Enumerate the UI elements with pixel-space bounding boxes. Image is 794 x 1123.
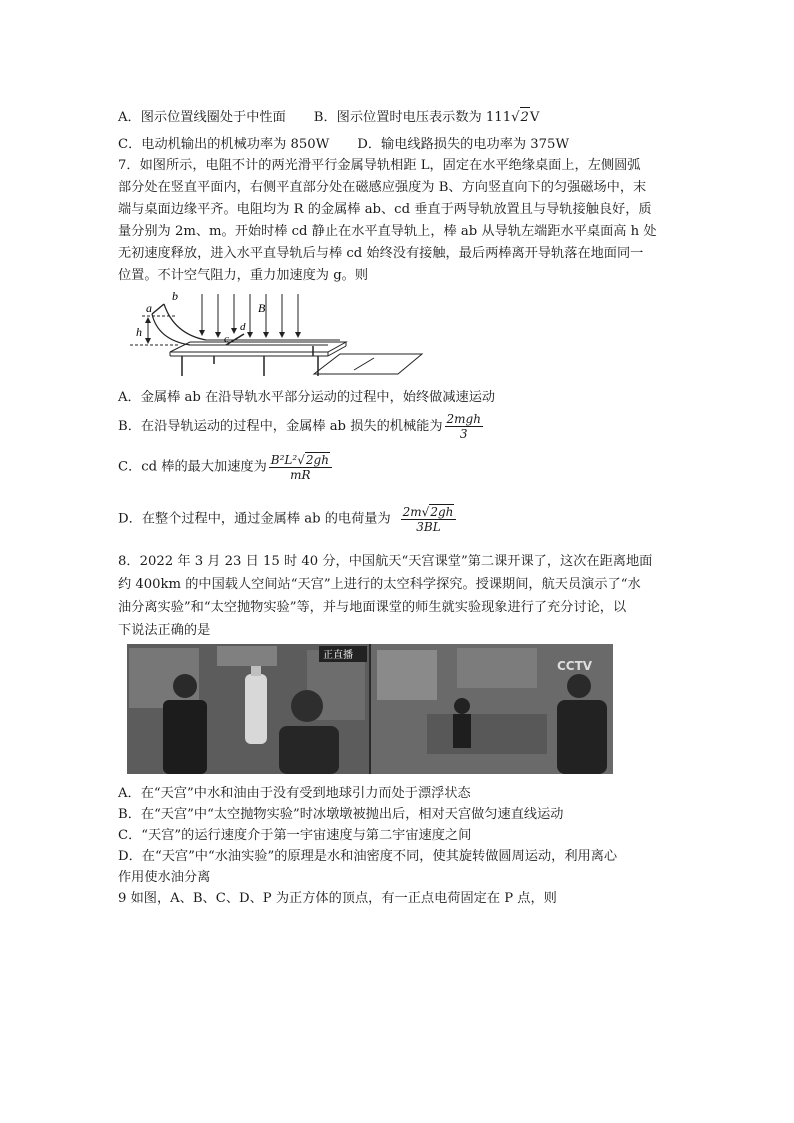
q8-option-c: C．“天宫”的运行速度介于第一宇宙速度与第二宇宙速度之间 — [118, 828, 472, 843]
q6-options-row-2 — [118, 135, 569, 155]
q7-option-a: A．金属棒 ab 在沿导轨水平部分运动的过程中，始终做减速运动 — [118, 390, 496, 405]
q9-stem: 9 如图，A、B、C、D、P 为正方体的顶点，有一正点电荷固定在 P 点，则 — [118, 891, 557, 906]
q8-stem-line-2: 约 400km 的中国载人空间站“天宫”上进行的太空科学探究。授课期间，航天员演示了“水 — [118, 577, 641, 592]
q7-stem-line-6: 位置。不计空气阻力，重力加速度为 g。则 — [118, 268, 369, 283]
label-h: h — [136, 325, 142, 339]
q7-stem-line-5: 无初速度释放，进入水平直导轨后与棒 cd 始终没有接触，最后两棒离开导轨落在地面同一 — [118, 246, 644, 261]
q8-stem-line-3: 油分离实验”和“太空抛物实验”等，并与地面课堂的师生就实验现象进行了充分讨论，以 — [118, 600, 627, 615]
label-d: d — [240, 321, 246, 333]
rail-magnetic-field-diagram — [128, 290, 428, 376]
q7-option-c: C．cd 棒的最大加速度为 $\frac{\text{B²L²√2gh}}{mR}$ — [118, 452, 332, 482]
q8-option-b: B．在“天宫”中“太空抛物实验”时冰墩墩被抛出后，相对天宫做匀速直线运动 — [118, 807, 564, 822]
q8-stem-line-1: 8．2022 年 3 月 23 日 15 时 40 分，中国航天“天宫课堂”第二课开课了，这次在距离地面 — [118, 554, 653, 569]
q7-stem-line-4: 量分别为 2m、m。开始时棒 cd 静止在水平直导轨上，棒 ab 从导轨左端距水平桌面高 h 处 — [118, 224, 657, 239]
q6-options-row-1 — [118, 107, 539, 128]
label-c: c — [224, 333, 229, 345]
q7-option-d: D．在整个过程中，通过金属棒 ab 的电荷量为 $\frac{2m√2gh}{3BL}$ — [118, 504, 456, 534]
q8-option-a: A．在“天宫”中水和油由于没有受到地球引力而处于漂浮状态 — [118, 786, 471, 801]
label-a: a — [146, 301, 152, 315]
q8-option-d-line-1: D．在“天宫”中“水油实验”的原理是水和油密度不同，使其旋转做圆周运动，利用离心 — [118, 849, 618, 864]
q6-option-c: C．电动机输出的机械功率为 850W — [118, 137, 330, 152]
tiangong-classroom-photo — [127, 644, 613, 774]
q8-option-d-line-2: 作用使水油分离 — [118, 870, 211, 885]
q7-stem-line-3: 端与桌面边缘平齐。电阻均为 R 的金属棒 ab、cd 垂直于两导轨放置且与导轨接触良好，质 — [118, 202, 652, 217]
q6-option-b: B．图示位置时电压表示数为 111√2V — [314, 107, 540, 128]
q7-stem-line-2: 部分处在竖直平面内，右侧平直部分处在磁感应强度为 B、方向竖直向下的匀强磁场中，末 — [118, 180, 647, 195]
q6-option-d: D．输电线路损失的电功率为 375W — [357, 137, 570, 152]
q6-option-a: A．图示位置线圈处于中性面 — [118, 110, 286, 125]
q7-option-b: B．在沿导轨运动的过程中，金属棒 ab 损失的机械能为 $\frac{\text{2mgh}}{3}$ — [118, 412, 481, 441]
q8-stem-line-4: 下说法正确的是 — [118, 623, 211, 638]
q7-stem-line-1: 7．如图所示，电阻不计的两光滑平行金属导轨相距 L，固定在水平绝缘桌面上，左侧圆弧 — [118, 158, 641, 173]
label-B: B — [258, 301, 266, 315]
live-badge: 正直播 — [323, 650, 353, 661]
cctv-logo-icon: CCTV — [557, 659, 593, 673]
label-b: b — [172, 290, 178, 303]
